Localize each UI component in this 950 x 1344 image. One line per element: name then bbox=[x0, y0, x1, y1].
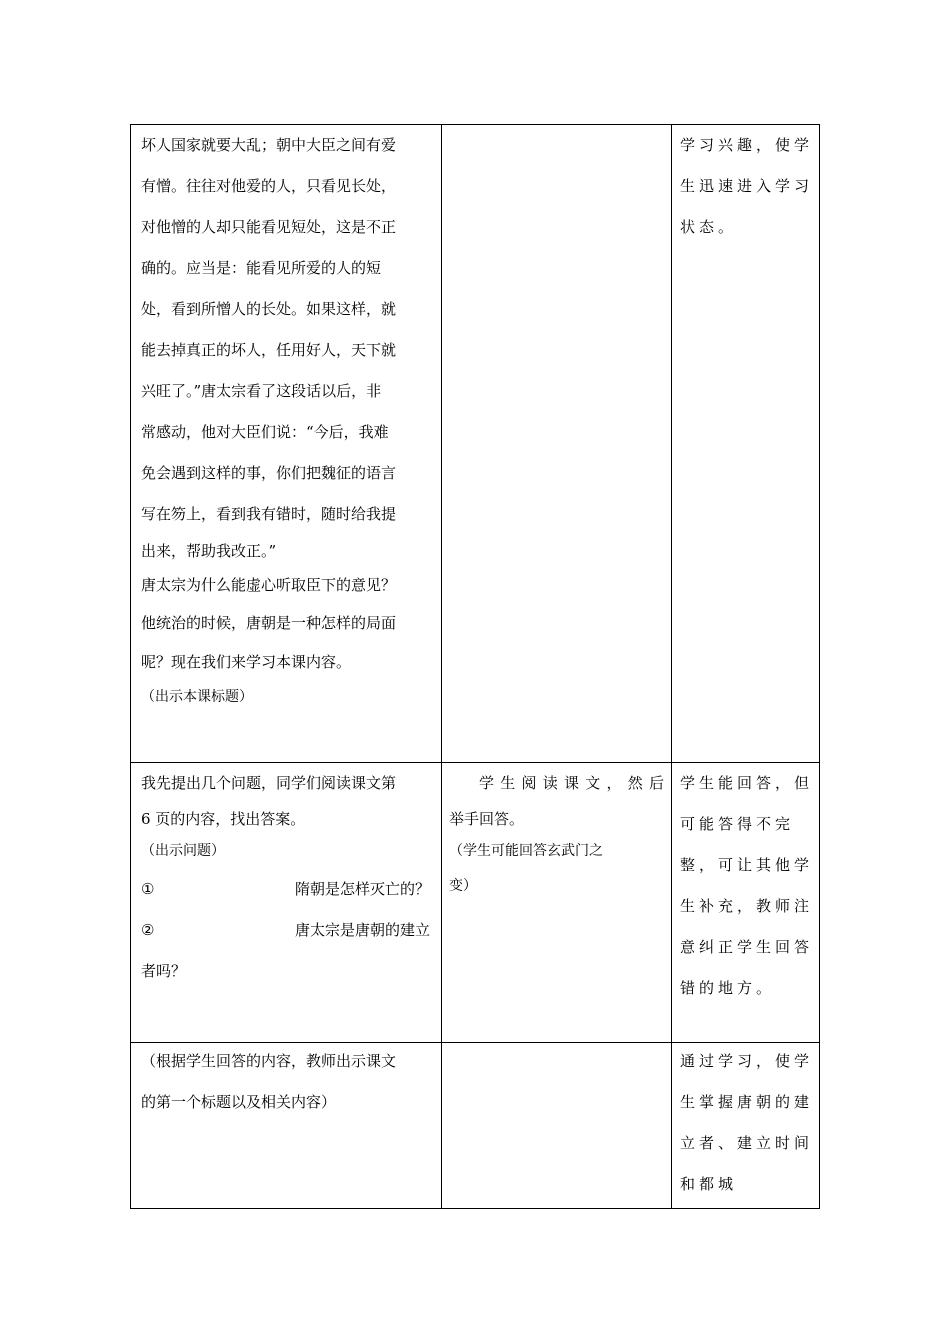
text-line: （根据学生回答的内容，教师出示课文 bbox=[141, 1052, 397, 1070]
lesson-plan-table bbox=[130, 124, 820, 1209]
text-line: （学生可能回答玄武门之 bbox=[449, 843, 603, 859]
text-line: 兴旺了。”唐太宗看了这段话以后，非 bbox=[141, 382, 382, 400]
text-line: 学生能回答，但 bbox=[680, 774, 814, 792]
row1-teacher-activity bbox=[141, 125, 436, 715]
text-line: 写在笏上，看到我有错时，随时给我提 bbox=[141, 505, 397, 523]
text-line: 生补充，教师注 bbox=[680, 897, 814, 915]
text-line: 常感动，他对大臣们说：“今后，我难 bbox=[141, 423, 389, 441]
column-divider-1 bbox=[441, 125, 442, 1208]
text-line: 错的地方。 bbox=[680, 979, 776, 997]
text-line: 变） bbox=[449, 878, 477, 894]
column-divider-2 bbox=[671, 125, 672, 1208]
text-line: 举手回答。 bbox=[449, 810, 525, 828]
text-line: 学生阅读课文，然后 bbox=[479, 774, 664, 792]
text-line: 生掌握唐朝的建 bbox=[680, 1093, 814, 1111]
text-line: 有憎。往往对他爱的人，只看见长处， bbox=[141, 177, 397, 195]
text-line: 整，可让其他学 bbox=[680, 856, 814, 874]
text-line: 唐太宗为什么能虚心听取臣下的意见？ bbox=[141, 576, 397, 594]
text-line: 他统治的时候，唐朝是一种怎样的局面 bbox=[141, 614, 397, 632]
text-line: 对他憎的人却只能看见短处，这是不正 bbox=[141, 218, 397, 236]
question-1 bbox=[141, 869, 436, 910]
text-line: 可能答得不完 bbox=[680, 815, 795, 833]
text-line: 呢？现在我们来学习本课内容。 bbox=[141, 653, 352, 671]
text-line: 能去掉真正的坏人，任用好人，天下就 bbox=[141, 341, 397, 359]
text-line: 出来，帮助我改正。” bbox=[141, 542, 277, 560]
text-line: 确的。应当是：能看见所爱的人的短 bbox=[141, 259, 382, 277]
question-2 bbox=[141, 910, 436, 951]
text-line: 通过学习，使学 bbox=[680, 1052, 814, 1070]
text-line: 意纠正学生回答 bbox=[680, 938, 814, 956]
text-line: 立者、建立时间 bbox=[680, 1134, 814, 1152]
text-line: 处，看到所憎人的长处。如果这样，就 bbox=[141, 300, 397, 318]
text-line: 学习兴趣，使学 bbox=[680, 136, 814, 154]
text-line: 和都城 bbox=[680, 1175, 738, 1193]
text-line: 6 页的内容，找出答案。 bbox=[141, 810, 306, 828]
text-line: 免会遇到这样的事，你们把魏征的语言 bbox=[141, 464, 397, 482]
row3-design-intent bbox=[680, 1041, 815, 1205]
text-line: 生迅速进入学习 bbox=[680, 177, 814, 195]
question-text: 隋朝是怎样灭亡的？ bbox=[294, 880, 430, 898]
text-line: 我先提出几个问题，同学们阅读课文第 bbox=[141, 774, 397, 792]
question-text: 唐太宗是唐朝的建立 bbox=[294, 921, 430, 939]
row2-teacher-activity bbox=[141, 763, 436, 992]
row1-design-intent bbox=[680, 125, 815, 248]
row3-teacher-activity bbox=[141, 1041, 436, 1123]
row2-student-activity bbox=[449, 763, 664, 904]
row2-design-intent bbox=[680, 763, 815, 1009]
question-number: ① bbox=[141, 880, 155, 898]
stage-note: （出示问题） bbox=[141, 843, 225, 859]
text-line: 状态。 bbox=[680, 218, 738, 236]
text-line: 的第一个标题以及相关内容） bbox=[141, 1093, 337, 1111]
text-line: 者吗？ bbox=[141, 962, 187, 980]
stage-note: （出示本课标题） bbox=[141, 689, 253, 705]
text-line: 坏人国家就要大乱；朝中大臣之间有爱 bbox=[141, 136, 397, 154]
question-number: ② bbox=[141, 921, 155, 939]
